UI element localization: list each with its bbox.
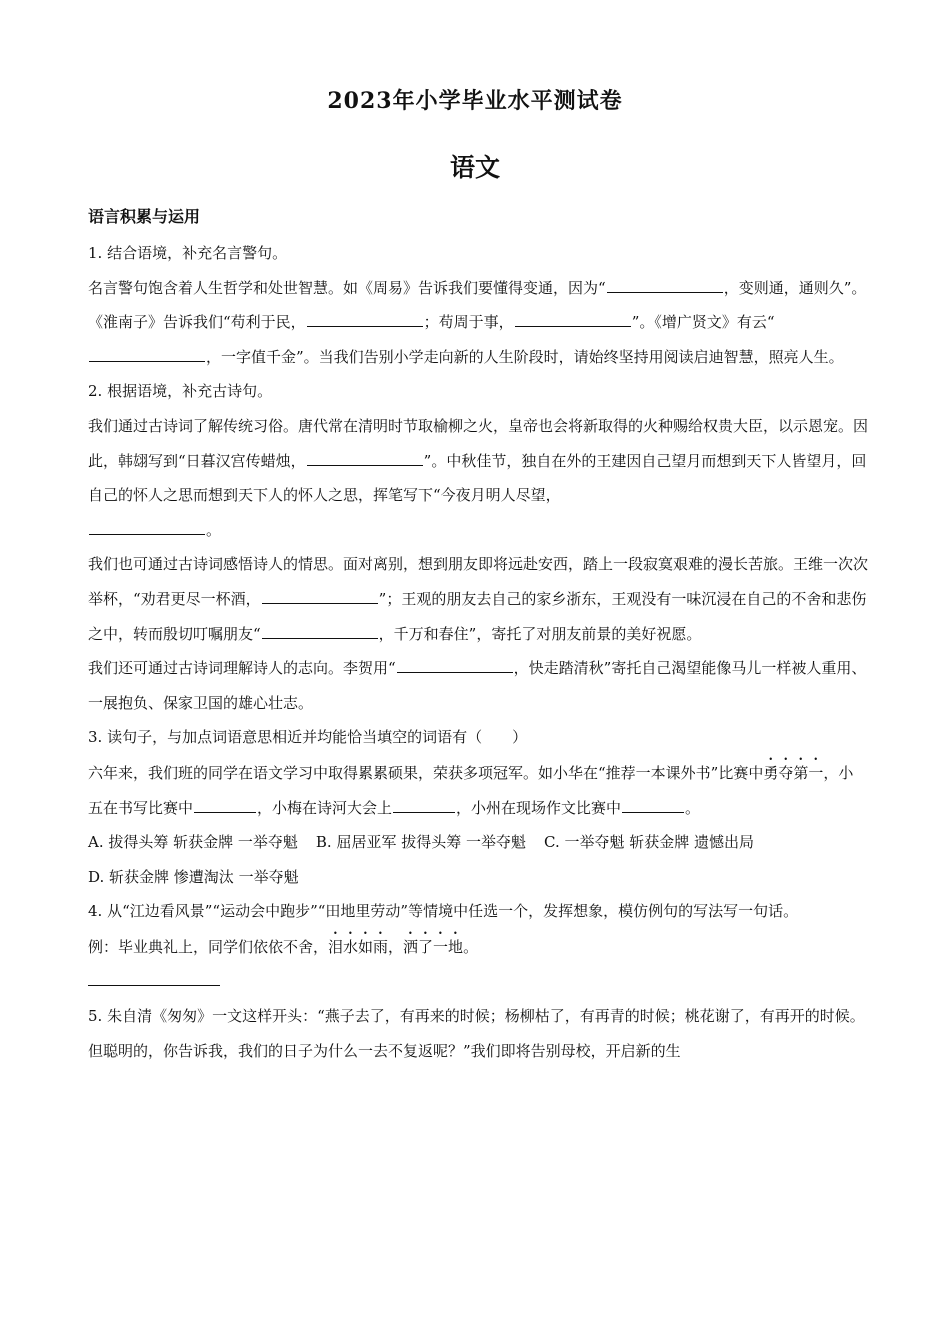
q1-stem: 1. 结合语境，补充名言警句。 [88,244,288,262]
subject-title: 语文 [449,153,500,182]
q3-text-3: ，小梅在诗河大会上 [257,798,393,817]
q3-text-2: ，小五在书写比赛中 [88,763,854,817]
q3-option-a[interactable]: A. 拔得头筹 斩获金牌 一举夺魁 [88,833,298,852]
q4-example [88,929,868,965]
q4-example-text-c: 。 [463,937,479,956]
q2-text-b2: ”；王观的朋友去自己的家乡浙东，王观没有一味沉浸在自己的不舍和悲伤之中，转而殷切叮嘱朋友“ [88,589,867,643]
q4-stem: 4. 从“江边看风景”“运动会中跑步”“田地里劳动”等情境中任选一个，发挥想象，模仿例句的写法写一句话。 [88,902,799,921]
q1-blank-2[interactable] [307,311,423,327]
q1-passage [88,271,868,375]
q3-dotted-word: 勇夺第一 [763,763,824,782]
q4-dotted-1: 泪水如雨 [328,937,389,956]
q1-text-e: ，一字值千金”。当我们告别小学走向新的人生阶段时，请始终坚持用阅读启迪智慧，照亮人生。 [206,347,844,366]
q2-text-b1: 我们也可通过古诗词感悟诗人的情思。面对离别，想到朋友即将远赴安西，踏上一段寂寞艰难的漫长苦旅。王维一次次举杯，“劝君更尽一杯酒， [88,555,869,608]
q3-option-c[interactable]: C. 一举夺魁 斩获金牌 遗憾出局 [544,833,755,852]
q1-text-a: 名言警句饱含着人生哲学和处世智慧。如《周易》告诉我们要懂得变通，因为“ [88,278,606,297]
q3-option-d[interactable]: D. 斩获金牌 惨遭淘汰 一举夺魁 [88,867,299,886]
q3-text-4: ，小州在现场作文比赛中 [456,798,622,817]
q1-blank-1[interactable] [607,277,723,293]
q1-text-d: ”。《增广贤文》有云“ [631,313,775,332]
q3-sentence [88,755,868,825]
q3-option-b[interactable]: B. 屈居亚军 拔得头筹 一举夺魁 [315,833,527,852]
q4-answer-row [88,964,868,999]
q2-text-c2: ，快走踏清秋”寄托自己渴望能像马儿一样被人重用、一展抱负、保家卫国的雄心壮志。 [88,659,867,712]
q2-text-a1: 我们通过古诗词了解传统习俗。唐代常在清明时节取榆柳之火，皇帝也会将新取得的火种赐给权贵大臣，以示恩宠。因此，韩翃写到“日暮汉宫传蜡烛， [88,416,869,470]
q2-stem: 2. 根据语境，补充古诗句。 [88,382,273,401]
q2-text-b3: ，千万和春住”，寄托了对朋友前景的美好祝愿。 [378,624,702,643]
q3-blank-1[interactable] [194,797,256,813]
q2-para-3 [88,651,868,720]
q2-blank-4[interactable] [262,623,378,639]
q3-stem: 3. 读句子，与加点词语意思相近并均能恰当填空的词语有（ ） [88,728,528,747]
section-heading: 语言积累与运用 [88,207,201,226]
q2-blank-5[interactable] [397,657,513,673]
q2-text-a2: ”。中秋佳节，独自在外的王建因自己望月而想到天下人皆望月，回自己的怀人之思而想到天下人的怀人之思，挥笔写下“今夜月明人尽望， [88,451,867,505]
q4-answer-line[interactable] [88,967,220,986]
q2-para-1 [88,409,868,547]
q4-dotted-2: 洒了一地 [403,937,464,956]
q1-text-c: ；苟周于事， [423,313,514,332]
q1-text-b: ，变则通，通则久”。《淮南子》告诉我们“苟利于民， [88,278,867,332]
q2-text-a3: 。 [206,520,222,539]
q5-text: 5. 朱自清《匆匆》一文这样开头：“燕子去了，有再来的时候；杨柳枯了，有再青的时候；桃花谢了，有再开的时候。但聪明的，你告诉我，我们的日子为什么一去不复返呢？”我们即将告别母校，开启新的生 [88,1007,865,1060]
exam-title: 2023年小学毕业水平测试卷 [327,88,623,114]
q3-blank-3[interactable] [622,797,684,813]
q2-para-2 [88,547,868,651]
q3-options-row-2 [88,860,868,895]
q2-blank-3[interactable] [262,588,378,604]
q3-options-row [88,825,868,860]
q2-text-c1: 我们还可通过古诗词理解诗人的志向。李贺用“ [88,659,396,678]
q1-blank-3[interactable] [515,311,631,327]
question-content [88,236,868,1068]
q3-text-5: 。 [685,798,701,817]
q1-blank-4[interactable] [89,346,205,362]
q4-example-text-a: 例：毕业典礼上，同学们依依不舍， [88,937,329,956]
q2-blank-1[interactable] [307,450,423,466]
q3-text-1: 六年来，我们班的同学在语文学习中取得累累硕果，荣获多项冠军。如小华在“推荐一本课外书”比赛中 [88,763,764,782]
q3-blank-2[interactable] [393,797,455,813]
q2-blank-2[interactable] [89,519,205,535]
q4-example-text-b: ， [388,937,404,956]
